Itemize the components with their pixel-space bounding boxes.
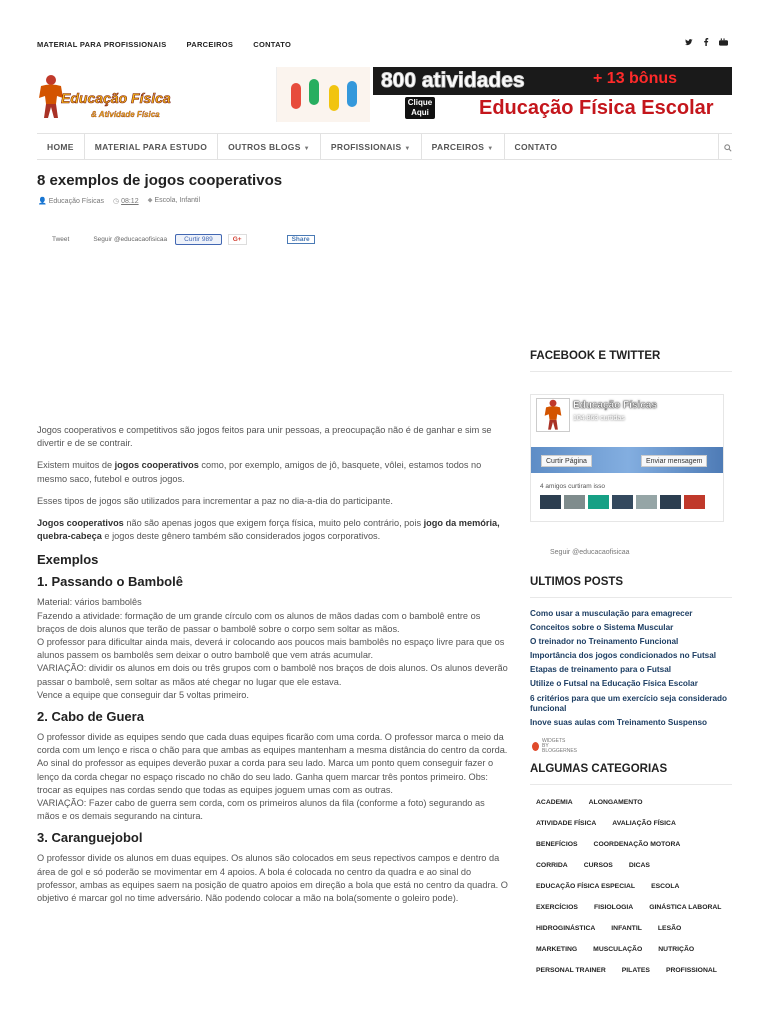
category-tag[interactable]: BENEFÍCIOS: [536, 841, 578, 848]
recent-post-link[interactable]: 6 critérios para que um exercício seja considerado funcional: [530, 693, 728, 714]
facebook-icon[interactable]: [703, 38, 709, 48]
category-tag[interactable]: NUTRIÇÃO: [658, 946, 695, 953]
recent-post-link[interactable]: O treinador no Treinamento Funcional: [530, 637, 679, 647]
category-tag[interactable]: ATIVIDADE FÍSICA: [536, 820, 597, 827]
recent-posts-list: [530, 609, 735, 732]
category-tag[interactable]: FISIOLOGIA: [593, 904, 634, 911]
game-description: O professor divide os alunos em duas equipes. Os alunos são colocados em seus repectivos campos e dentro da área de gol e só poderão se movimentar em 4 apoios. A bola é colocada no centro da quadra e ao sinal do professor, ambas as equipes saem na posição de quatro apoios em direção a bola que está no centro da quadra. O objetivo é marcar gol no time adversário. Não podendo colocar a mão na bola(somente o goleiro pode).: [37, 853, 508, 904]
site-logo[interactable]: [37, 74, 187, 124]
post-author[interactable]: Educação Físicas: [48, 198, 104, 205]
intro-paragraph: Jogos cooperativos e competitivos são jogos feitos para unir pessoas, a preocupação não é de ganhar e sim se divertir e de se contrair.: [37, 425, 492, 449]
twitter-follow-button[interactable]: Seguir @educacaofisicaa: [93, 235, 168, 243]
category-tag[interactable]: INFANTIL: [611, 925, 642, 932]
post-labels[interactable]: Escola, Infantil: [154, 197, 201, 204]
caret-down-icon: ▼: [303, 146, 310, 152]
clock-icon: ◷: [112, 198, 120, 205]
category-tag[interactable]: DICAS: [628, 862, 650, 869]
logo-subtitle: & Atividade Física: [91, 110, 160, 119]
sidebar-heading-posts: ULTIMOS POSTS: [530, 576, 624, 588]
category-tag[interactable]: PILATES: [621, 967, 650, 974]
game-description: Material: vários bambolês Fazendo a atividade: formação de um grande círculo com os alunos de mãos dadas com o bambolê entre os braços de dois alunos que terão de passar o bambolê sobre o corpo sem soltar as mãos. O professor para dificultar ainda mais, deverá ir colocando aos poucos mais bambolês no espaço livre para que os alunos passem os bambolês sem deixar o outro bambolê que vem atrás acumular. VARIAÇÃO: dividir os alunos em dois ou três grupos com o bambolê nos braços de dois alunos. Os alunos deverão passar o bambolê, sem soltar as mãos até chegar no lugar que ele estava. Vence a equipe que conseguir dar 5 voltas primeiro.: [37, 597, 508, 700]
category-tag[interactable]: CURSOS: [583, 862, 613, 869]
caret-down-icon: ▼: [404, 146, 411, 152]
banner-headline: Educação Física Escolar: [479, 97, 714, 119]
post-body: [37, 424, 508, 912]
main-nav: [37, 133, 732, 160]
top-link-parceiros[interactable]: PARCEIROS: [186, 40, 234, 49]
recent-post-link[interactable]: Utilize o Futsal na Educação Física Escolar: [530, 679, 698, 689]
category-tag[interactable]: MUSCULAÇÃO: [593, 946, 643, 953]
facebook-page-likes: 104.863 curtidas: [573, 415, 625, 422]
category-tag[interactable]: GINÁSTICA LABORAL: [649, 904, 722, 911]
category-tag[interactable]: CORRIDA: [536, 862, 568, 869]
nav-outros-blogs[interactable]: OUTROS BLOGS ▼: [217, 134, 320, 160]
sidebar-heading-categories: ALGUMAS CATEGORIAS: [530, 763, 668, 775]
intro-paragraph: Jogos cooperativos não são apenas jogos que exigem força física, muito pelo contrário, pois jogo da memória, quebra-cabeça e jogos deste gênero também são considerados jogos corporativos.: [37, 518, 500, 542]
divider: [530, 597, 732, 598]
category-tag[interactable]: ACADEMIA: [536, 799, 573, 806]
user-icon: 👤: [38, 198, 47, 205]
category-tag[interactable]: ALONGAMENTO: [588, 799, 643, 806]
bloggernes-icon: [532, 742, 539, 751]
twitter-icon[interactable]: [685, 38, 693, 48]
category-tag[interactable]: LESÃO: [657, 925, 682, 932]
nav-material[interactable]: MATERIAL PARA ESTUDO: [84, 134, 217, 160]
search-icon[interactable]: [718, 134, 732, 160]
post-title: 8 exemplos de jogos cooperativos: [37, 172, 283, 189]
recent-post-link[interactable]: Importância dos jogos condicionados no Futsal: [530, 651, 717, 661]
category-tag[interactable]: EXERCÍCIOS: [536, 904, 578, 911]
game-heading: 1. Passando o Bambolê: [37, 574, 183, 590]
facebook-page-widget: [530, 394, 724, 522]
top-link-contato[interactable]: CONTATO: [253, 40, 292, 49]
logo-title: Educação Física: [61, 90, 171, 106]
section-heading: Exemplos: [37, 552, 99, 568]
tweet-button[interactable]: Tweet: [52, 235, 70, 243]
recent-post-link[interactable]: Conceitos sobre o Sistema Muscular: [530, 623, 674, 633]
nav-parceiros[interactable]: PARCEIROS ▼: [421, 134, 504, 160]
twitter-follow-link[interactable]: Seguir @educacaofisicaa: [550, 549, 630, 556]
category-tag[interactable]: COORDENAÇÃO MOTORA: [593, 841, 681, 848]
gplus-button[interactable]: G+: [228, 234, 247, 245]
post-time[interactable]: 08:12: [121, 198, 139, 205]
tag-icon: ⬥: [147, 197, 153, 204]
top-link-material[interactable]: MATERIAL PARA PROFISSIONAIS: [37, 40, 167, 49]
nav-profissionais[interactable]: PROFISSIONAIS ▼: [320, 134, 421, 160]
divider: [530, 371, 732, 372]
banner-bonus: + 13 bônus: [593, 70, 678, 87]
category-tag[interactable]: PROFISSIONAL: [665, 967, 717, 974]
facebook-message-button[interactable]: Enviar mensagem: [641, 455, 707, 467]
category-tag[interactable]: HIDROGINÁSTICA: [536, 925, 596, 932]
recent-post-link[interactable]: Etapas de treinamento para o Futsal: [530, 665, 672, 675]
facebook-page-avatar[interactable]: [536, 398, 570, 432]
banner-count: 800 atividades: [381, 69, 525, 92]
category-tag[interactable]: MARKETING: [536, 946, 578, 953]
category-tag[interactable]: EDUCAÇÃO FÍSICA ESPECIAL: [536, 883, 636, 890]
facebook-friends-text: 4 amigos curtiram isso: [540, 483, 606, 490]
recent-post-link[interactable]: Inove suas aulas com Treinamento Suspenso: [530, 718, 707, 728]
intro-paragraph: Esses tipos de jogos são utilizados para incrementar a paz no dia-a-dia do participante.: [37, 495, 393, 506]
ad-banner[interactable]: [276, 67, 732, 122]
share-bar: [52, 232, 315, 246]
nav-contato[interactable]: CONTATO: [504, 134, 568, 160]
category-tag[interactable]: PERSONAL TRAINER: [536, 967, 606, 974]
post-meta: [38, 197, 200, 205]
share-button[interactable]: Share: [287, 235, 315, 244]
widget-credit[interactable]: WIDGETS BY BLOGGERNES: [532, 739, 572, 754]
category-tags: [530, 795, 735, 984]
facebook-like-button[interactable]: Curtir 989: [175, 234, 222, 245]
banner-cta-button[interactable]: Clique Aqui: [405, 97, 435, 119]
social-links: [685, 38, 728, 48]
intro-paragraph: Existem muitos de jogos cooperativos como, por exemplo, amigos de jô, basquete, vôlei, estamos todos no mesmo saco, futebol e outros jogos.: [37, 460, 482, 484]
facebook-like-page-button[interactable]: Curtir Página: [541, 455, 592, 467]
youtube-icon[interactable]: [719, 38, 728, 48]
nav-home[interactable]: HOME: [47, 142, 74, 152]
top-links: [37, 40, 311, 49]
banner-kids-photo: [277, 67, 370, 122]
category-tag[interactable]: AVALIAÇÃO FÍSICA: [612, 820, 676, 827]
facebook-friend-avatars: [540, 495, 705, 509]
recent-post-link[interactable]: Como usar a musculação para emagrecer: [530, 609, 693, 618]
facebook-page-name[interactable]: Educação Físicas: [573, 400, 657, 411]
game-description: O professor divide as equipes sendo que cada duas equipes ficarão com uma corda. O professor marca o meio da corda com um lenço e risca o chão para que ambas as equipes mantenham a mesma distância do centro da corda. Ao sinal do professor as equipes deverão puxar a corda para seu lado. Marca um ponto quem conseguir fazer o lenço da corda chegar no espaço riscado no chão do seu lado. Ganha quem marcar três pontos primeiro. Obs: trocar as equipes nas cordas sendo que todas as equipes joguem umas com as outras. VARIAÇÃO: Fazer cabo de guerra sem corda, com os primeiros alunos da fila (conforme a foto) segurando as mãos e os demais segurando na cintura.: [37, 732, 508, 822]
divider: [530, 784, 732, 785]
sidebar-heading-facebook: FACEBOOK E TWITTER: [530, 350, 661, 362]
caret-down-icon: ▼: [487, 146, 494, 152]
category-tag[interactable]: ESCOLA: [651, 883, 680, 890]
game-heading: 3. Caranguejobol: [37, 830, 143, 846]
game-heading: 2. Cabo de Guera: [37, 709, 144, 725]
